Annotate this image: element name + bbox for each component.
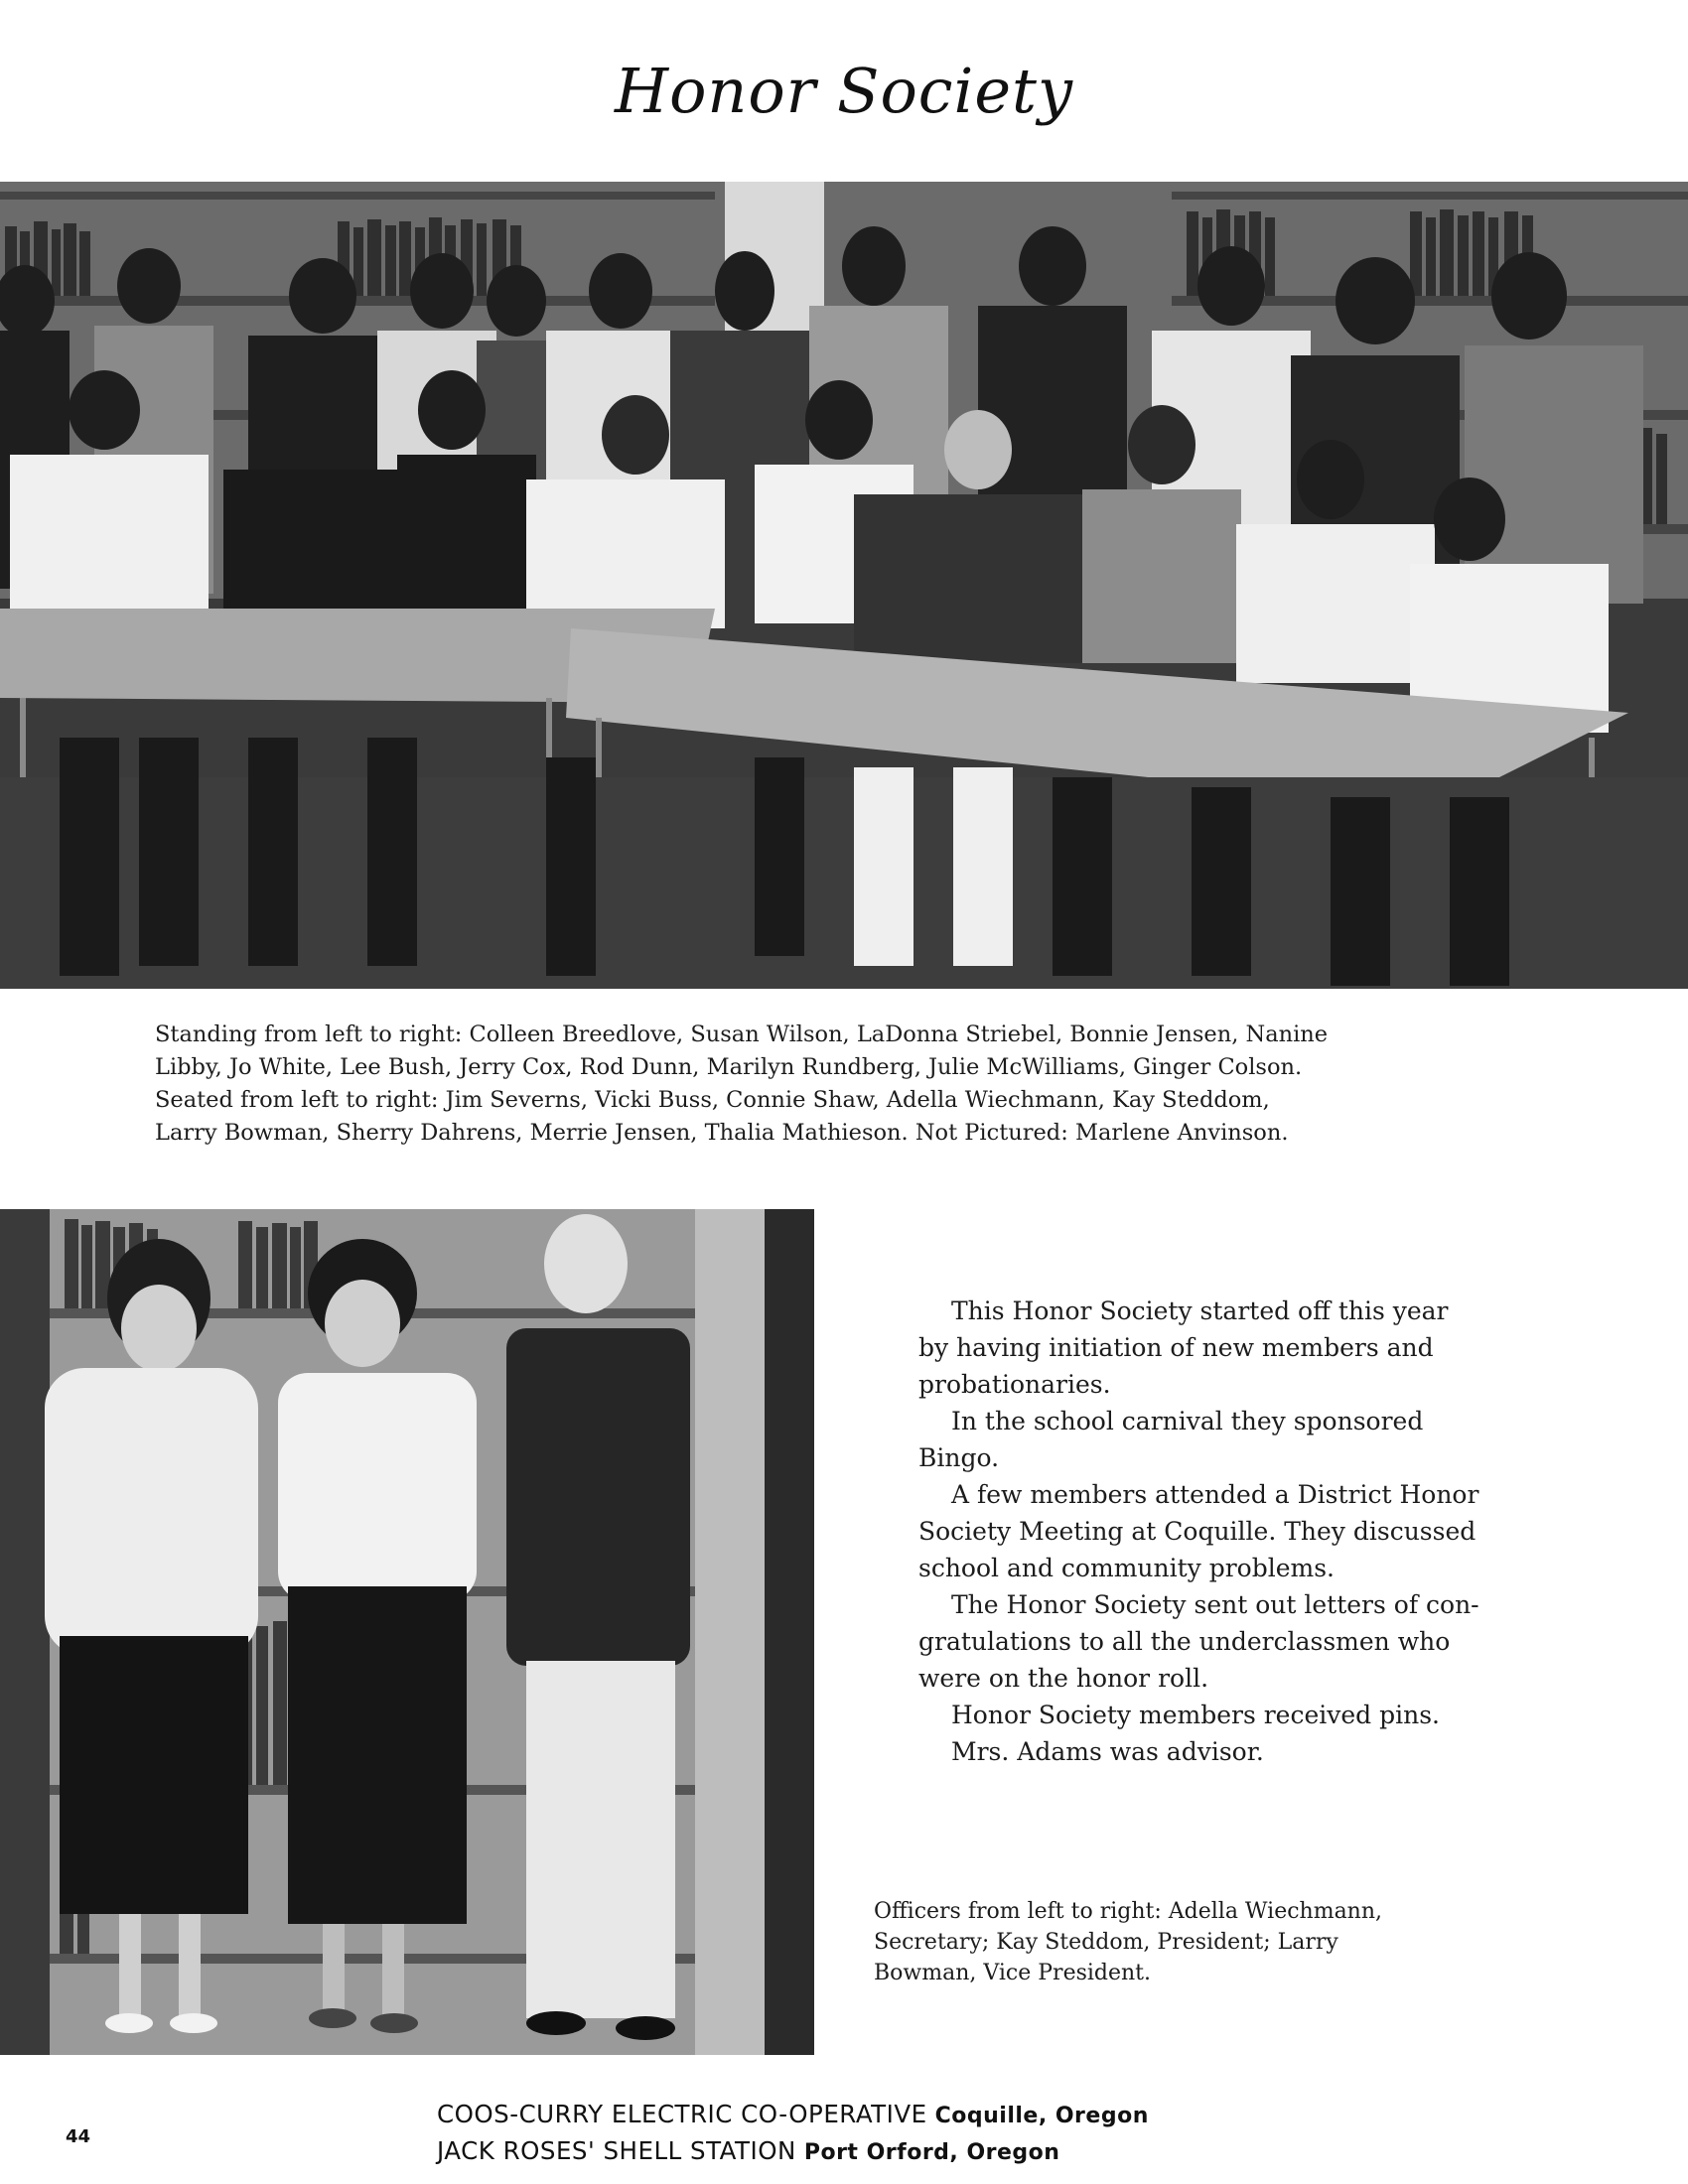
group-caption-line: Larry Bowman, Sherry Dahrens, Merrie Jensen, Thalia Mathieson. Not Pictured: Marlene Anvinson. (155, 1120, 1289, 1146)
article-text (918, 1293, 1614, 1770)
sponsor-line (437, 2097, 1331, 2133)
article-line: by having initiation of new members and (918, 1333, 1434, 1362)
article-line: school and community problems. (918, 1554, 1335, 1582)
article-line: The Honor Society sent out letters of con- (951, 1590, 1479, 1619)
group-caption (155, 1019, 1545, 1150)
article-line: In the school carnival they sponsored (951, 1407, 1424, 1435)
sponsor-ads (437, 2097, 1331, 2170)
article-line: probationaries. (918, 1370, 1111, 1399)
group-caption-line: Standing from left to right: Colleen Breedlove, Susan Wilson, LaDonna Striebel, Bonnie Jensen, Nanine (155, 1022, 1329, 1047)
article-line: gratulations to all the underclassmen who (918, 1627, 1451, 1656)
article-line: were on the honor roll. (918, 1664, 1209, 1693)
sponsor-location: Port Orford, Oregon (803, 2140, 1060, 2165)
officers-photo-illustration (0, 1209, 814, 2055)
group-caption-line: Libby, Jo White, Lee Bush, Jerry Cox, Rod Dunn, Marilyn Rundberg, Julie McWilliams, Ginger Colson. (155, 1054, 1303, 1080)
officers-caption-line: Bowman, Vice President. (874, 1961, 1152, 1985)
sponsor-location: Coquille, Oregon (934, 2104, 1149, 2128)
officers-photo (0, 1209, 814, 2055)
group-caption-line: Seated from left to right: Jim Severns, Vicki Buss, Connie Shaw, Adella Wiechmann, Kay Steddom, (155, 1087, 1270, 1113)
article-line: This Honor Society started off this year (951, 1297, 1449, 1325)
page-title: Honor Society (615, 55, 1073, 127)
sponsor-line (437, 2133, 1331, 2170)
sponsor-name: JACK ROSES' SHELL STATION (437, 2136, 796, 2165)
article-line: Society Meeting at Coquille. They discussed (918, 1517, 1477, 1546)
group-photo (0, 182, 1688, 989)
article-line: Honor Society members received pins. (951, 1701, 1441, 1729)
sponsor-name: COOS-CURRY ELECTRIC CO-OPERATIVE (437, 2100, 927, 2128)
group-photo-illustration (0, 182, 1688, 989)
article-line: Mrs. Adams was advisor. (951, 1737, 1264, 1766)
page-number: 44 (66, 2126, 91, 2147)
officers-caption (874, 1896, 1609, 1988)
article-line: A few members attended a District Honor (951, 1480, 1479, 1509)
article-line: Bingo. (918, 1443, 1000, 1472)
officers-caption-line: Officers from left to right: Adella Wiechmann, (874, 1899, 1383, 1924)
officers-caption-line: Secretary; Kay Steddom, President; Larry (874, 1930, 1338, 1955)
